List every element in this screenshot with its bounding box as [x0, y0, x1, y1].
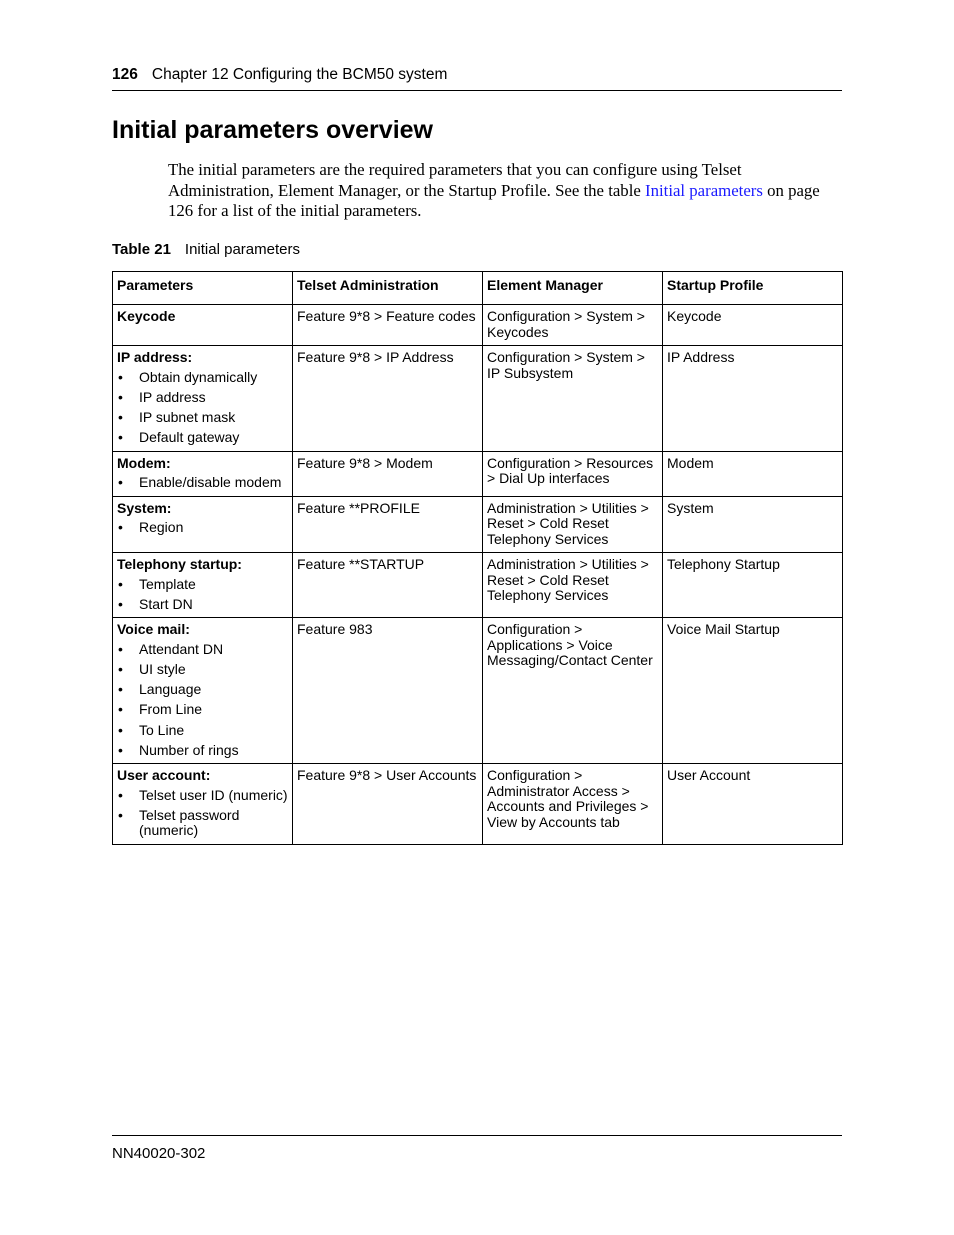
- column-header: Startup Profile: [663, 272, 843, 305]
- telset-cell: Feature **PROFILE: [293, 496, 483, 553]
- parameter-item: • UI style: [117, 662, 288, 678]
- parameter-list: [117, 475, 288, 491]
- table-row: [113, 496, 843, 553]
- element-manager-cell: Configuration > Applications > Voice Messaging/Contact Center: [483, 618, 663, 764]
- parameter-item: • Telset user ID (numeric): [117, 788, 288, 804]
- parameter-item: • Attendant DN: [117, 642, 288, 658]
- parameter-label: IP address:: [117, 349, 193, 365]
- initial-parameters-table: [112, 271, 843, 845]
- section-title: Initial parameters overview: [112, 116, 433, 144]
- startup-profile-cell: Modem: [663, 451, 843, 496]
- parameter-list: [117, 642, 288, 758]
- parameter-item: • Region: [117, 520, 288, 536]
- telset-cell: Feature **STARTUP: [293, 553, 483, 618]
- chapter-title: Chapter 12 Configuring the BCM50 system: [151, 66, 448, 83]
- initial-parameters-link[interactable]: Initial parameters: [645, 180, 763, 200]
- telset-cell: Feature 9*8 > Modem: [293, 451, 483, 496]
- parameter-item: • IP address: [117, 390, 288, 406]
- startup-profile-cell: Voice Mail Startup: [663, 618, 843, 764]
- parameter-cell: [113, 618, 293, 764]
- table-body: [113, 305, 843, 845]
- parameter-item: • Number of rings: [117, 743, 288, 759]
- table-row: [113, 346, 843, 452]
- parameter-label: Voice mail:: [117, 621, 190, 638]
- table-row: [113, 305, 843, 346]
- element-manager-cell: Configuration > Resources > Dial Up interfaces: [483, 451, 663, 496]
- parameter-cell: [113, 496, 293, 553]
- intro-text-before: The initial parameters are the required parameters that you can configure using Telset Administration, Element Manager, or the Startup Profile. See the table: [168, 160, 742, 200]
- table-row: [113, 553, 843, 618]
- page-number: 126: [112, 66, 138, 83]
- startup-profile-cell: Keycode: [663, 305, 843, 346]
- parameter-label: System:: [117, 499, 172, 516]
- intro-text-after: on page 126 for a list of the initial parameters.: [168, 180, 820, 220]
- column-header: Element Manager: [483, 272, 663, 305]
- intro-paragraph: [168, 160, 842, 222]
- parameter-item: • From Line: [117, 702, 288, 718]
- parameter-item: • Start DN: [117, 597, 288, 613]
- table-number: Table 21: [112, 241, 171, 258]
- table-row: [113, 764, 843, 845]
- parameter-cell: [113, 764, 293, 845]
- table-caption: [112, 241, 300, 258]
- parameter-list: [117, 370, 288, 446]
- parameter-label: Modem:: [117, 454, 171, 471]
- table-header-row: [113, 272, 843, 305]
- startup-profile-cell: System: [663, 496, 843, 553]
- page-header: [112, 66, 842, 91]
- column-header: Telset Administration: [293, 272, 483, 305]
- parameter-list: [117, 577, 288, 613]
- table-row: [113, 451, 843, 496]
- element-manager-cell: Configuration > Administrator Access > Accounts and Privileges > View by Accounts tab: [483, 764, 663, 845]
- parameter-cell: [113, 305, 293, 346]
- page-footer: [112, 1135, 842, 1162]
- parameter-item: • Default gateway: [117, 430, 288, 446]
- startup-profile-cell: User Account: [663, 764, 843, 845]
- parameter-label: Keycode: [117, 308, 176, 324]
- parameter-cell: [113, 553, 293, 618]
- parameter-list: [117, 788, 288, 839]
- parameter-item: • IP subnet mask: [117, 410, 288, 426]
- parameter-item: • Telset password (numeric): [117, 808, 288, 839]
- parameter-item: • Language: [117, 682, 288, 698]
- column-header: Parameters: [113, 272, 293, 305]
- element-manager-cell: Administration > Utilities > Reset > Cold Reset Telephony Services: [483, 553, 663, 618]
- startup-profile-cell: Telephony Startup: [663, 553, 843, 618]
- element-manager-cell: Configuration > System > IP Subsystem: [483, 346, 663, 452]
- telset-cell: Feature 983: [293, 618, 483, 764]
- element-manager-cell: Administration > Utilities > Reset > Cold Reset Telephony Services: [483, 496, 663, 553]
- parameter-item: • To Line: [117, 723, 288, 739]
- element-manager-cell: Configuration > System > Keycodes: [483, 305, 663, 346]
- parameter-cell: [113, 451, 293, 496]
- parameter-label: Telephony startup:: [117, 556, 242, 573]
- telset-cell: Feature 9*8 > IP Address: [293, 346, 483, 452]
- parameter-item: • Template: [117, 577, 288, 593]
- startup-profile-cell: IP Address: [663, 346, 843, 452]
- telset-cell: Feature 9*8 > User Accounts: [293, 764, 483, 845]
- document-number: NN40020-302: [112, 1145, 206, 1162]
- parameter-item: • Obtain dynamically: [117, 370, 288, 386]
- parameter-label: User account:: [117, 767, 211, 784]
- parameter-cell: [113, 346, 293, 452]
- table-title: Initial parameters: [184, 241, 300, 258]
- parameter-item: • Enable/disable modem: [117, 475, 288, 491]
- telset-cell: Feature 9*8 > Feature codes: [293, 305, 483, 346]
- table-row: [113, 618, 843, 764]
- parameter-list: [117, 520, 288, 536]
